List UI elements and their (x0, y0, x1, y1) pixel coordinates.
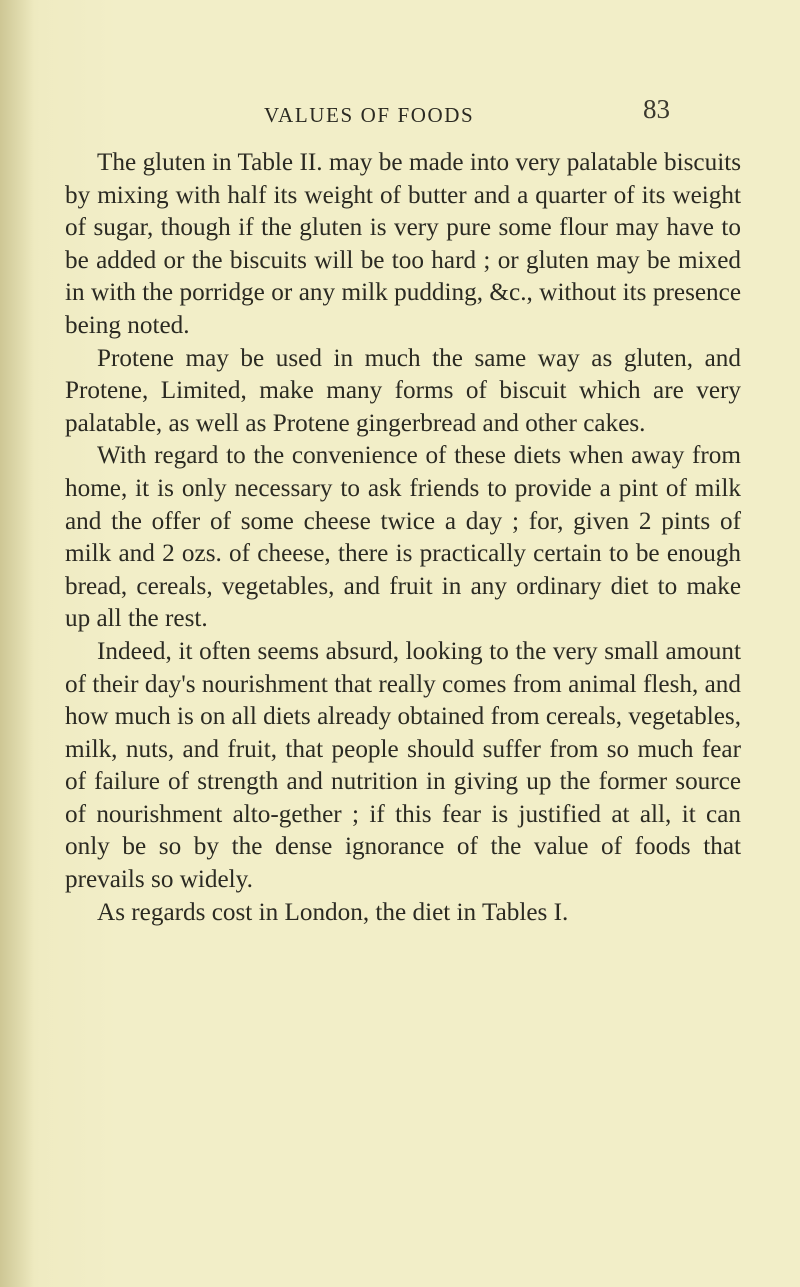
page-gutter-shadow (0, 0, 34, 1287)
paragraph-animal-flesh: Indeed, it often seems absurd, looking to the very small amount of their day's nourishment that really comes from animal flesh, and how much is on all diets already obtained from cereals, vegetables, milk, nuts, and fruit, that people should suffer from so much fear of failure of strength and nutrition in giving up the former source of nourishment alto-gether ; if this fear is justified at all, it can only be so by the dense ignorance of the value of foods that prevails so widely. (65, 637, 741, 894)
paragraph-gluten-biscuits: The gluten in Table II. may be made into very palatable biscuits by mixing with half its weight of butter and a quarter of its weight of sugar, though if the gluten is very pure some flour may have to be added or the biscuits will be too hard ; or gluten may be mixed in with the porridge or any milk pudding, &c., without its presence being noted. (65, 149, 741, 339)
paragraph-convenience: With regard to the convenience of these diets when away from home, it is only necessary to ask friends to provide a pint of milk and the offer of some cheese twice a day ; for, given 2 pints of milk and 2 ozs. of cheese, there is practically certain to be enough bread, cereals, vegetables, and fruit in any ordinary diet to make up all the rest. (65, 442, 741, 633)
page-number: 83 (643, 94, 670, 124)
body-text (65, 147, 741, 929)
running-title: VALUES OF FOODS (264, 103, 475, 127)
paragraph-protene: Protene may be used in much the same way as gluten, and Protene, Limited, make many forms of biscuit which are very palatable, as well as Protene gingerbread and other cakes. (65, 344, 741, 437)
paragraph-cost: As regards cost in London, the diet in Tables I. (97, 898, 569, 926)
running-head (0, 94, 800, 132)
